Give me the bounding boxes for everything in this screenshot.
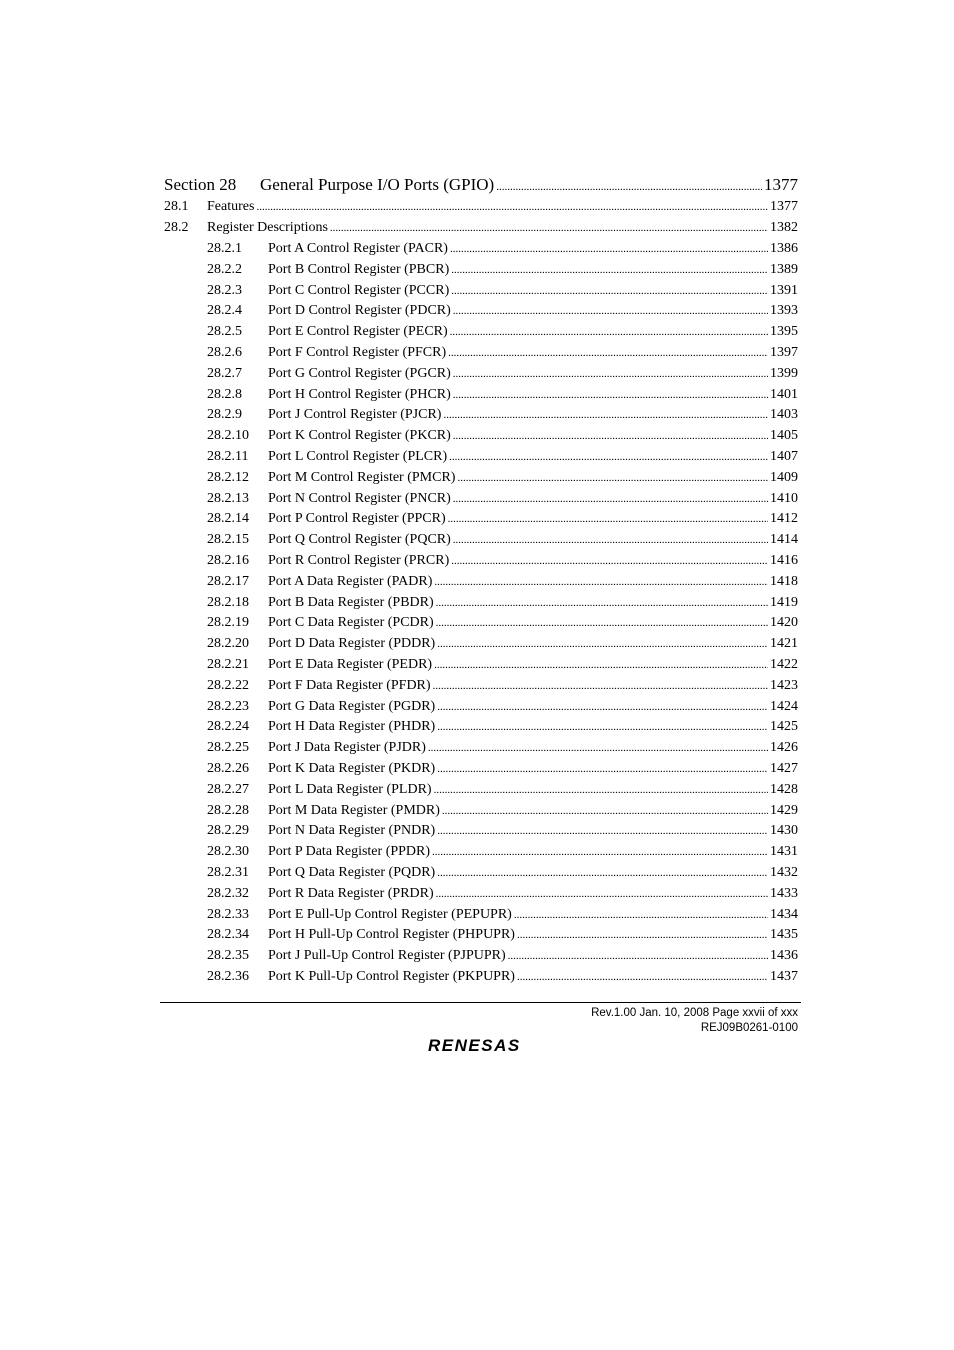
item-number: 28.2.24	[207, 719, 249, 735]
item-number: 28.2.5	[207, 324, 242, 340]
subsection-number: 28.2	[164, 220, 189, 235]
item-title: Port L Control Register (PLCR)	[268, 448, 448, 464]
page-number: 1428	[770, 781, 798, 797]
page-number: 1418	[770, 573, 798, 589]
toc-item[interactable]	[164, 678, 798, 699]
toc-item[interactable]	[164, 969, 798, 990]
item-number: 28.2.19	[207, 615, 249, 631]
subsection-title: Register Descriptions	[207, 220, 328, 235]
page-number: 1433	[770, 885, 798, 901]
dot-leader	[496, 181, 762, 193]
item-title: Port N Control Register (PNCR)	[268, 490, 451, 506]
page-number: 1416	[770, 552, 798, 568]
page-number: 1391	[770, 282, 798, 298]
page-number: 1397	[770, 344, 798, 360]
document-number: REJ09B0261-0100	[700, 1022, 798, 1034]
toc-section-heading[interactable]	[164, 175, 798, 199]
dot-leader	[432, 846, 768, 858]
item-number: 28.2.22	[207, 677, 249, 693]
item-title: Port Q Control Register (PQCR)	[268, 532, 451, 548]
item-title: Port F Control Register (PFCR)	[268, 344, 447, 360]
revision-info: Rev.1.00 Jan. 10, 2008 Page xxvii of xxx	[591, 1007, 798, 1019]
dot-leader	[453, 493, 768, 505]
item-title: Port G Data Register (PGDR)	[268, 698, 436, 714]
page-number: 1429	[770, 802, 798, 818]
item-number: 28.2.17	[207, 573, 249, 589]
dot-leader	[448, 347, 768, 359]
item-title: Port G Control Register (PGCR)	[268, 365, 451, 381]
dot-leader	[443, 409, 768, 421]
page-number: 1431	[770, 844, 798, 860]
item-title: Port M Data Register (PMDR)	[268, 802, 440, 818]
toc-item[interactable]	[164, 428, 798, 449]
page-number: 1426	[770, 740, 798, 756]
item-title: Port K Pull-Up Control Register (PKPUPR)	[268, 968, 515, 984]
toc-item[interactable]	[164, 907, 798, 928]
toc-item[interactable]	[164, 823, 798, 844]
item-title: Port K Data Register (PKDR)	[268, 760, 436, 776]
dot-leader	[436, 597, 768, 609]
item-title: Port P Control Register (PPCR)	[268, 511, 446, 527]
page-number: 1414	[770, 532, 798, 548]
item-title: Port B Control Register (PBCR)	[268, 261, 450, 277]
page-number: 1435	[770, 927, 798, 943]
page-number: 1401	[770, 386, 798, 402]
page-number: 1377	[764, 175, 798, 194]
dot-leader	[451, 555, 768, 567]
page-number: 1386	[770, 241, 798, 256]
dot-leader	[256, 201, 768, 213]
toc-item[interactable]	[164, 345, 798, 366]
item-number: 28.2.6	[207, 344, 242, 360]
item-title: Port E Pull-Up Control Register (PEPUPR)	[268, 906, 512, 922]
toc-item[interactable]	[164, 511, 798, 532]
dot-leader	[453, 430, 768, 442]
toc-item[interactable]	[164, 657, 798, 678]
page-number: 1409	[770, 469, 798, 485]
toc-item[interactable]	[164, 782, 798, 803]
dot-leader	[437, 867, 768, 879]
dot-leader	[434, 784, 768, 796]
page-number: 1419	[770, 594, 798, 610]
item-number: 28.2.18	[207, 594, 249, 610]
toc-item[interactable]	[164, 803, 798, 824]
toc-item[interactable]	[164, 241, 798, 262]
page-number: 1377	[770, 199, 798, 214]
toc-item[interactable]	[164, 636, 798, 657]
renesas-logo	[426, 1034, 542, 1056]
item-title: Port D Data Register (PDDR)	[268, 636, 436, 652]
item-number: 28.2.25	[207, 740, 249, 756]
dot-leader	[453, 368, 768, 380]
toc-item[interactable]	[164, 449, 798, 470]
dot-leader	[437, 638, 768, 650]
page-number: 1407	[770, 448, 798, 464]
dot-leader	[517, 929, 768, 941]
toc-item[interactable]	[164, 470, 798, 491]
page-number: 1410	[770, 490, 798, 506]
item-title: Port C Data Register (PCDR)	[268, 615, 434, 631]
toc-item[interactable]	[164, 262, 798, 283]
page-number: 1436	[770, 948, 798, 964]
dot-leader	[451, 264, 768, 276]
page-number: 1399	[770, 365, 798, 381]
item-title: Port R Control Register (PRCR)	[268, 552, 450, 568]
item-number: 28.2.8	[207, 386, 242, 402]
toc-subsection[interactable]	[164, 220, 798, 241]
dot-leader	[457, 472, 768, 484]
item-title: Port J Pull-Up Control Register (PJPUPR)	[268, 948, 506, 964]
dot-leader	[436, 888, 768, 900]
page-number: 1430	[770, 823, 798, 839]
toc-item[interactable]	[164, 927, 798, 948]
page-number: 1420	[770, 615, 798, 631]
toc-item[interactable]	[164, 303, 798, 324]
item-title: Port D Control Register (PDCR)	[268, 303, 451, 319]
dot-leader	[428, 742, 768, 754]
dot-leader	[437, 763, 768, 775]
item-number: 28.2.9	[207, 407, 242, 423]
item-number: 28.2.33	[207, 906, 249, 922]
page-number: 1423	[770, 677, 798, 693]
item-number: 28.2.16	[207, 552, 249, 568]
toc-item[interactable]	[164, 574, 798, 595]
item-title: Port J Data Register (PJDR)	[268, 740, 426, 756]
item-title: Port L Data Register (PLDR)	[268, 781, 432, 797]
toc-item[interactable]	[164, 699, 798, 720]
item-title: Port J Control Register (PJCR)	[268, 407, 442, 423]
item-number: 28.2.21	[207, 656, 249, 672]
page-number: 1432	[770, 864, 798, 880]
item-number: 28.2.7	[207, 365, 242, 381]
toc-item[interactable]	[164, 865, 798, 886]
dot-leader	[508, 950, 768, 962]
item-number: 28.2.13	[207, 490, 249, 506]
toc-item[interactable]	[164, 324, 798, 345]
item-number: 28.2.20	[207, 636, 249, 652]
page-number: 1382	[770, 220, 798, 235]
dot-leader	[434, 659, 768, 671]
item-title: Port E Data Register (PEDR)	[268, 656, 433, 672]
toc-item[interactable]	[164, 886, 798, 907]
dot-leader	[517, 971, 768, 983]
item-number: 28.2.14	[207, 511, 249, 527]
dot-leader	[330, 222, 768, 234]
page-number: 1421	[770, 636, 798, 652]
page-number: 1424	[770, 698, 798, 714]
item-number: 28.2.11	[207, 448, 249, 464]
item-number: 28.2.28	[207, 802, 249, 818]
item-title: Port A Data Register (PADR)	[268, 573, 433, 589]
toc-item[interactable]	[164, 740, 798, 761]
item-number: 28.2.35	[207, 948, 249, 964]
toc-item[interactable]	[164, 615, 798, 636]
item-number: 28.2.1	[207, 241, 242, 256]
dot-leader	[453, 305, 768, 317]
dot-leader	[434, 576, 768, 588]
dot-leader	[451, 285, 768, 297]
page-number: 1389	[770, 261, 798, 277]
item-title: Port H Control Register (PHCR)	[268, 386, 451, 402]
dot-leader	[453, 389, 768, 401]
item-number: 28.2.27	[207, 781, 249, 797]
page-number: 1403	[770, 407, 798, 423]
dot-leader	[437, 701, 768, 713]
page-number: 1405	[770, 428, 798, 444]
item-number: 28.2.36	[207, 968, 249, 984]
dot-leader	[448, 513, 768, 525]
dot-leader	[450, 326, 768, 338]
toc-item[interactable]	[164, 387, 798, 408]
toc-subsection[interactable]	[164, 199, 798, 220]
item-title: Port H Pull-Up Control Register (PHPUPR)	[268, 927, 515, 943]
page-number: 1393	[770, 303, 798, 319]
toc-item[interactable]	[164, 283, 798, 304]
item-number: 28.2.23	[207, 698, 249, 714]
item-number: 28.2.32	[207, 885, 249, 901]
toc-item[interactable]	[164, 407, 798, 428]
item-title: Port A Control Register (PACR)	[268, 241, 448, 256]
item-number: 28.2.26	[207, 760, 249, 776]
item-number: 28.2.31	[207, 864, 249, 880]
subsection-number: 28.1	[164, 199, 189, 214]
item-number: 28.2.12	[207, 469, 249, 485]
toc-item[interactable]	[164, 532, 798, 553]
dot-leader	[436, 617, 768, 629]
dot-leader	[433, 680, 768, 692]
item-number: 28.2.2	[207, 261, 242, 277]
renesas-logo-text: RENESAS	[428, 1036, 521, 1055]
page-number: 1437	[770, 968, 798, 984]
item-number: 28.2.4	[207, 303, 242, 319]
item-title: Port H Data Register (PHDR)	[268, 719, 436, 735]
item-number: 28.2.15	[207, 532, 249, 548]
item-number: 28.2.34	[207, 927, 249, 943]
footer-divider	[160, 1002, 801, 1003]
item-number: 28.2.3	[207, 282, 242, 298]
section-number: Section 28	[164, 175, 237, 194]
item-number: 28.2.29	[207, 823, 249, 839]
item-title: Port M Control Register (PMCR)	[268, 469, 456, 485]
toc-item[interactable]	[164, 553, 798, 574]
toc-item-list	[164, 241, 798, 990]
item-title: Port F Data Register (PFDR)	[268, 677, 431, 693]
page-footer	[591, 1006, 798, 1036]
dot-leader	[453, 534, 768, 546]
item-number: 28.2.10	[207, 428, 249, 444]
toc-item[interactable]	[164, 719, 798, 740]
dot-leader	[442, 805, 768, 817]
page-number: 1422	[770, 656, 798, 672]
toc-item[interactable]	[164, 844, 798, 865]
item-title: Port Q Data Register (PQDR)	[268, 864, 436, 880]
toc-item[interactable]	[164, 761, 798, 782]
item-number: 28.2.30	[207, 844, 249, 860]
page-number: 1425	[770, 719, 798, 735]
table-of-contents	[164, 175, 798, 990]
page-number: 1395	[770, 324, 798, 340]
dot-leader	[450, 243, 768, 255]
item-title: Port E Control Register (PECR)	[268, 324, 448, 340]
item-title: Port P Data Register (PPDR)	[268, 844, 431, 860]
toc-item[interactable]	[164, 948, 798, 969]
subsection-title: Features	[207, 199, 255, 214]
item-title: Port R Data Register (PRDR)	[268, 885, 434, 901]
dot-leader	[437, 825, 768, 837]
page-number: 1427	[770, 760, 798, 776]
item-title: Port B Data Register (PBDR)	[268, 594, 434, 610]
page-number: 1434	[770, 906, 798, 922]
dot-leader	[437, 721, 768, 733]
item-title: Port K Control Register (PKCR)	[268, 428, 451, 444]
toc-item[interactable]	[164, 366, 798, 387]
item-title: Port N Data Register (PNDR)	[268, 823, 436, 839]
section-title: General Purpose I/O Ports (GPIO)	[260, 175, 495, 194]
toc-item[interactable]	[164, 595, 798, 616]
toc-item[interactable]	[164, 491, 798, 512]
page-number: 1412	[770, 511, 798, 527]
item-title: Port C Control Register (PCCR)	[268, 282, 450, 298]
dot-leader	[514, 909, 768, 921]
dot-leader	[449, 451, 768, 463]
